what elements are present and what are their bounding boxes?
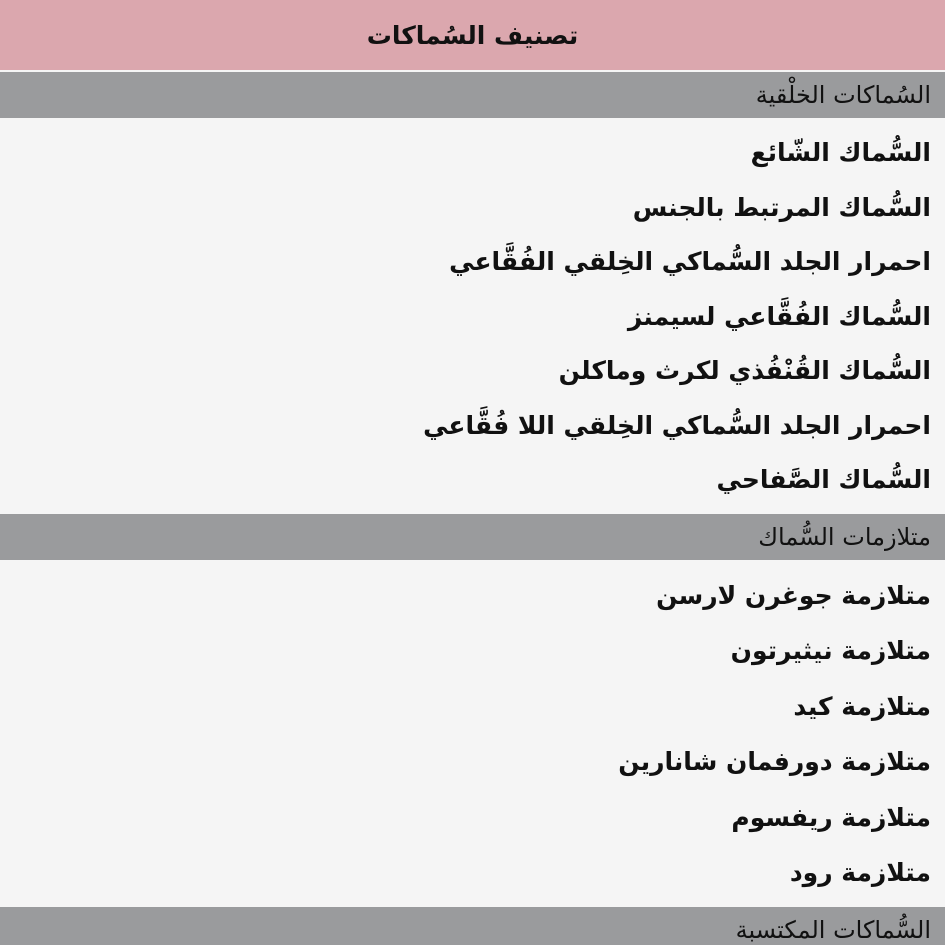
- list-item: احمرار الجلد السُّماكي الخِلقي الفُقَّاعي: [449, 247, 931, 276]
- list-item: السُّماك الصَّفاحي: [716, 465, 931, 494]
- table-title: تصنيف السُماكات: [0, 0, 945, 70]
- list-item: متلازمة كيد: [793, 691, 931, 721]
- list-item: متلازمة دورفمان شانارين: [618, 747, 931, 776]
- section-header-congenital: السُماكات الخلْقية: [0, 72, 945, 118]
- list-item: السُّماك المرتبط بالجنس: [632, 192, 931, 222]
- section-items-congenital: [0, 118, 945, 514]
- list-item: متلازمة رود: [789, 858, 931, 887]
- section-items-syndromes: [0, 560, 945, 907]
- list-item: متلازمة جوغرن لارسن: [656, 580, 931, 610]
- section-header-syndromes: متلازمات السُّماك: [0, 514, 945, 560]
- list-item: متلازمة نيثيرتون: [730, 636, 931, 665]
- list-item: السُّماك الشّائع: [750, 138, 931, 167]
- list-item: احمرار الجلد السُّماكي الخِلقي اللا فُقَّاعي: [423, 410, 931, 440]
- list-item: السُّماك الفُقَّاعي لسيمنز: [627, 301, 931, 331]
- list-item: متلازمة ريفسوم: [731, 802, 931, 832]
- list-item: السُّماك القُنْفُذي لكرث وماكلن: [558, 356, 931, 385]
- section-header-acquired: السُّماكات المكتسبة: [0, 907, 945, 945]
